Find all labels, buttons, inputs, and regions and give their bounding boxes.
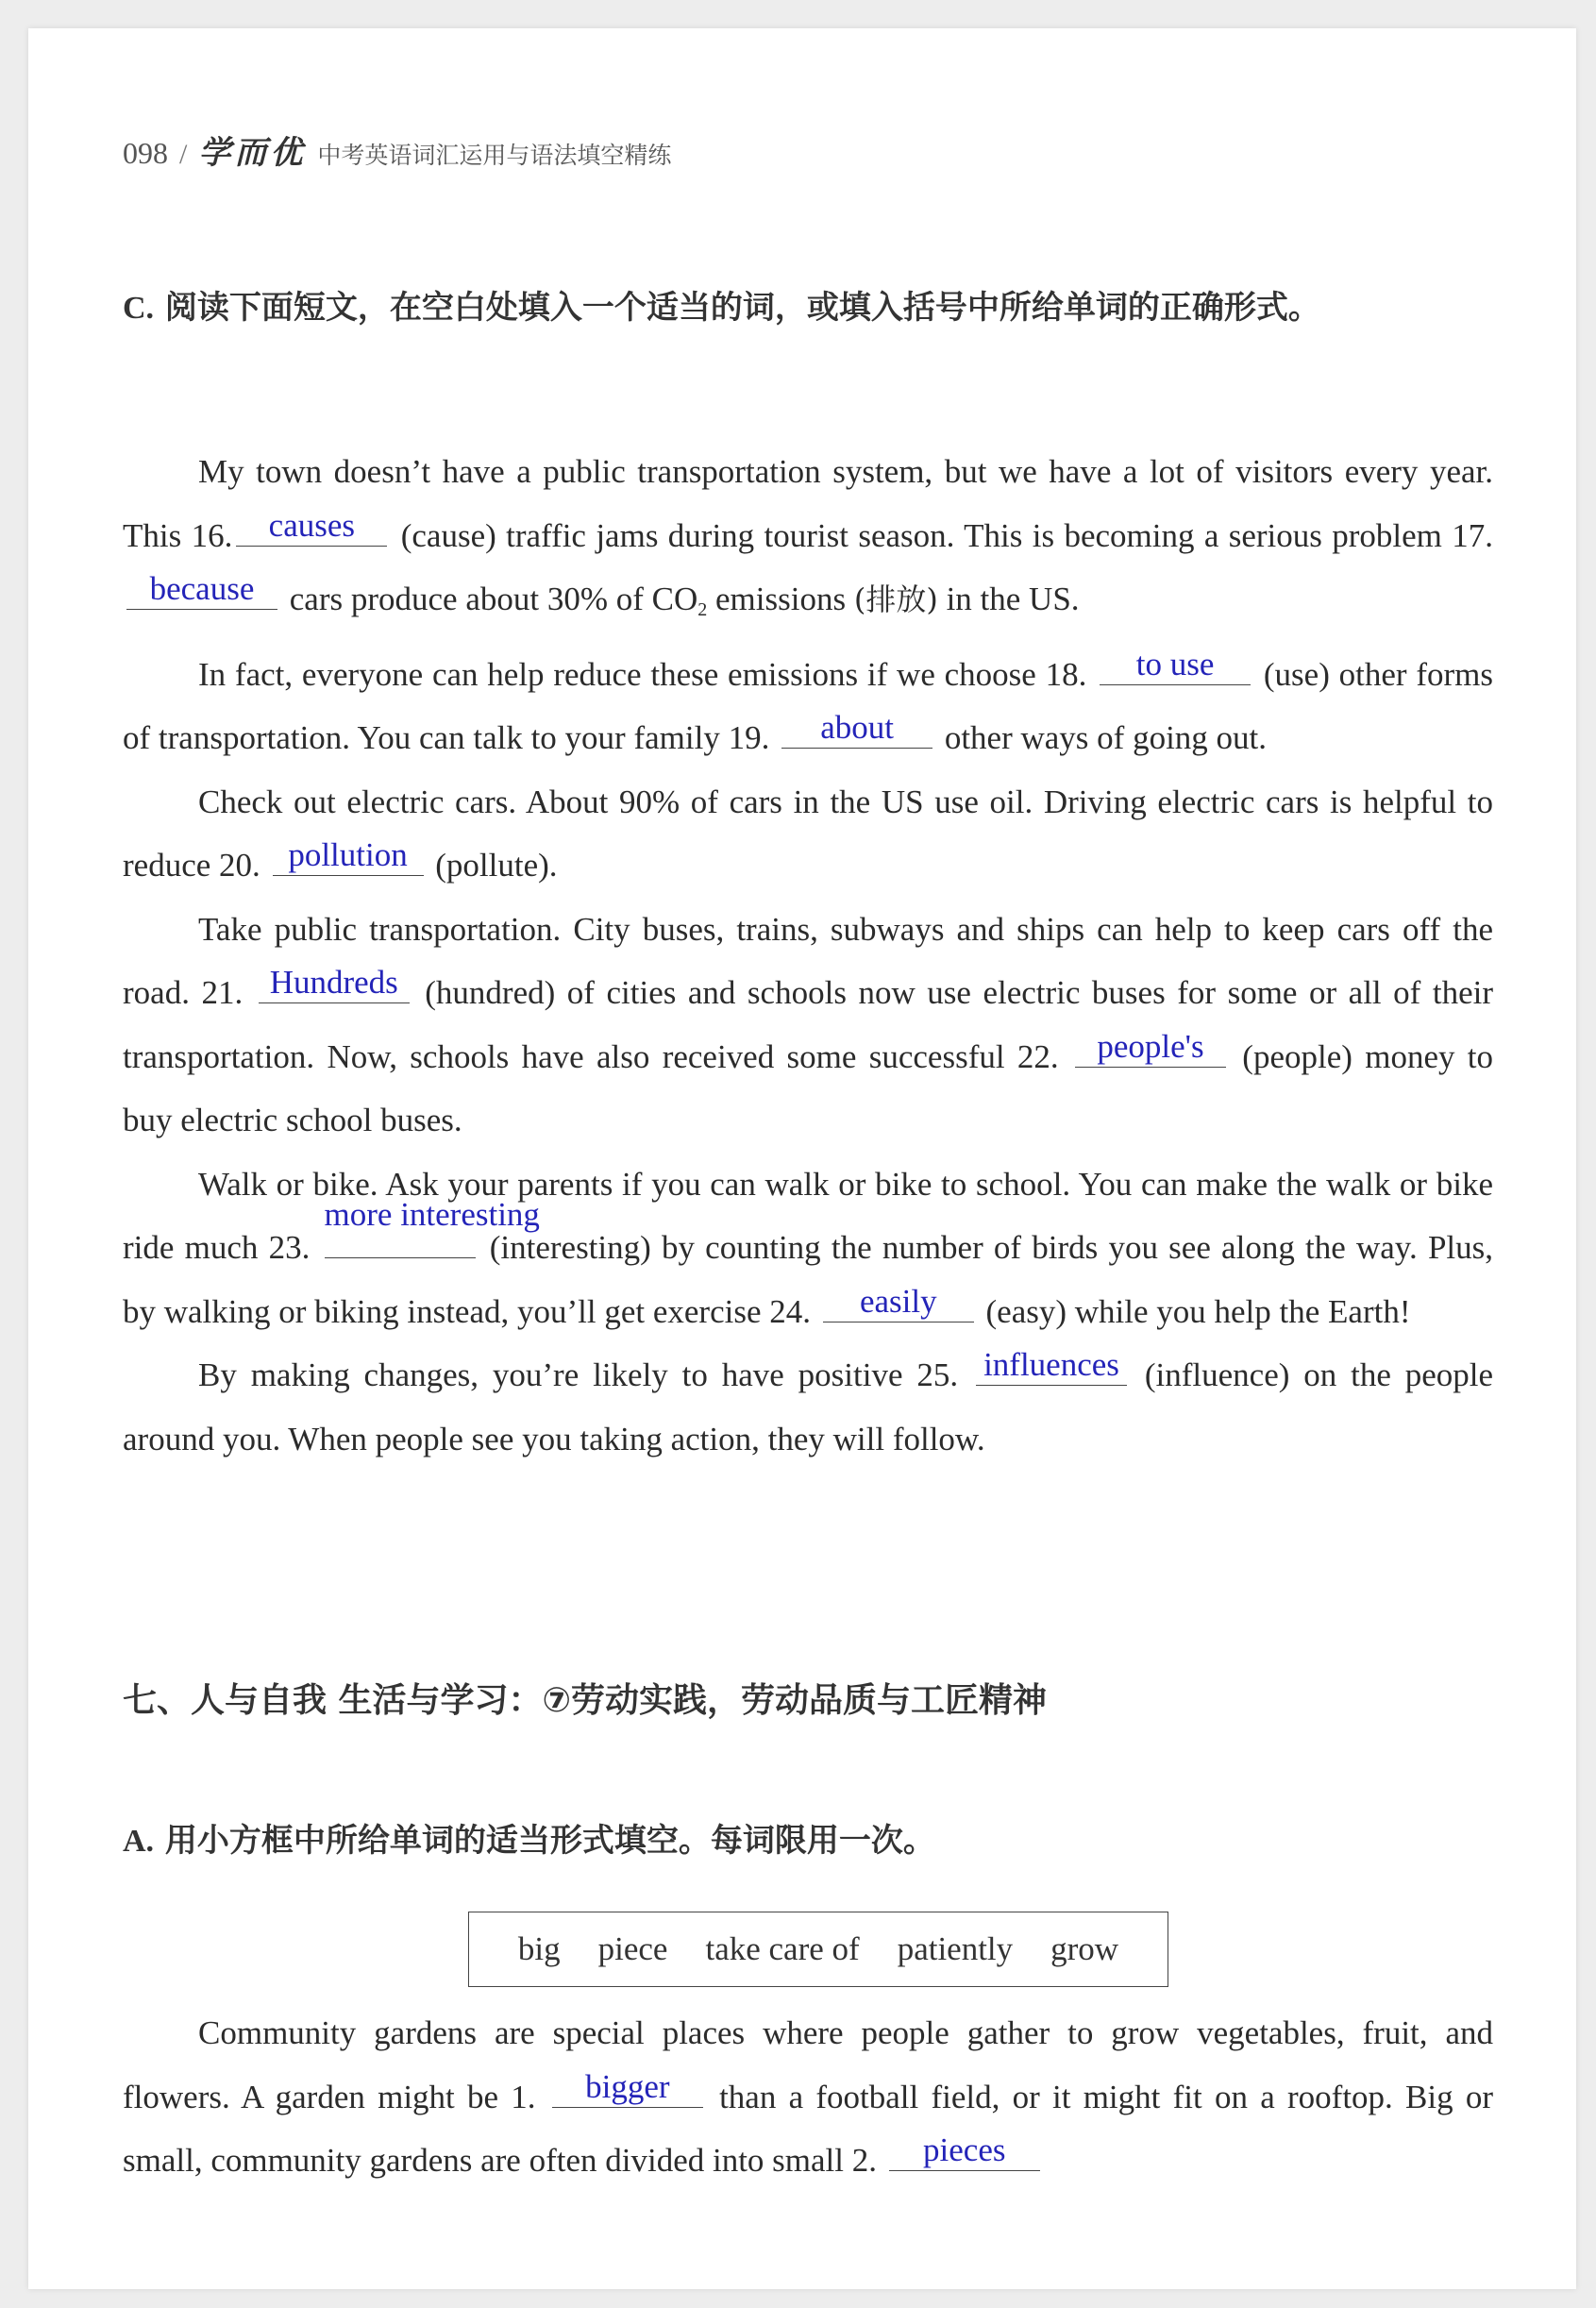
answer-blank-18[interactable] <box>1100 645 1251 685</box>
subscript-2: 2 <box>697 599 708 620</box>
paragraph-text: Community gardens are special places where people gather to grow vegetables, fruit, and flowers. A garden might be 1. <box>123 2014 1493 2115</box>
brand-logo: 学而优 <box>198 134 307 172</box>
section-a-instruction <box>123 1812 1501 1870</box>
worksheet-page <box>28 28 1576 2289</box>
answer-19: about <box>820 709 894 746</box>
answer-blank-16[interactable] <box>236 506 387 547</box>
paragraph-text: In fact, everyone can help reduce these emissions if we choose 18. <box>198 655 1087 693</box>
answer-24: easily <box>859 1282 937 1320</box>
passage-c-paragraph-6 <box>123 1343 1493 1471</box>
section-c-instruction <box>123 276 1501 341</box>
answer-21: Hundreds <box>269 964 398 1001</box>
paragraph-text: in the US. <box>946 581 1080 617</box>
book-title: 中考英语词汇运用与语法填空精练 <box>317 142 672 169</box>
answer-blank-22[interactable] <box>1075 1027 1226 1068</box>
paragraph-text: (cause) traffic jams during tourist season. This is becoming a serious problem 17. <box>400 516 1493 554</box>
passage-c-paragraph-2 <box>123 643 1493 770</box>
page-number: 098 <box>123 136 168 170</box>
answer-23: more interesting <box>324 1196 540 1233</box>
section-c-letter: C. <box>123 291 155 326</box>
header-separator: / <box>179 139 188 170</box>
answer-16: causes <box>268 506 356 544</box>
answer-blank-23[interactable] <box>324 1196 540 1258</box>
passage-c-paragraph-4 <box>123 898 1493 1153</box>
paragraph-text: (influence) on the people around you. When people see you taking action, they will follow. <box>123 1356 1494 1457</box>
paragraph-text: My town doesn’t have a public transportation system, but we have a lot of visitors every year. This 16. <box>123 453 1493 554</box>
paragraph-text: Walk or bike. Ask your parents if you can walk or bike to school. You can make the walk or bike ride much 23. <box>123 1165 1493 1266</box>
passage-a-paragraph-1 <box>123 2001 1493 2193</box>
chinese-gloss: (排放) <box>853 581 938 617</box>
page-header <box>123 126 672 172</box>
word-box-item: piece <box>597 1930 668 1967</box>
section-a-letter: A. <box>123 1824 155 1859</box>
word-box-item: patiently <box>897 1930 1014 1967</box>
answer-18: to use <box>1135 645 1215 682</box>
word-box-item: grow <box>1050 1930 1119 1967</box>
passage-c <box>123 440 1493 1471</box>
section-a-instruction-text: 用小方框中所给单词的适当形式填空。每词限用一次。 <box>164 1822 935 1860</box>
paragraph-text: By making changes, you’re likely to have positive 25. <box>198 1356 959 1393</box>
answer-25: influences <box>983 1346 1119 1383</box>
section-7-heading: 七、人与自我 生活与学习：⑦劳动实践，劳动品质与工匠精神 <box>123 1681 1048 1720</box>
answer-blank-20[interactable] <box>273 836 424 876</box>
answer-2: pieces <box>923 2131 1006 2168</box>
answer-blank-25[interactable] <box>976 1346 1127 1386</box>
paragraph-text: cars produce about 30% of CO <box>289 581 698 617</box>
word-box <box>468 1912 1168 1987</box>
answer-blank-19[interactable] <box>781 709 932 749</box>
paragraph-text: (interesting) by counting the number of birds you see along the way. Plus, by walking or biking instead, you’ll get exercise 24. <box>123 1229 1494 1330</box>
word-box-item: big <box>517 1930 561 1967</box>
answer-1: bigger <box>585 2067 670 2105</box>
passage-c-paragraph-5 <box>123 1153 1493 1344</box>
paragraph-text: than a football field, or it might fit on a rooftop. Big or small, community gardens are often divided into small 2. <box>123 2078 1494 2179</box>
paragraph-text: Take public transportation. City buses, trains, subways and ships can help to keep cars off the road. 21. <box>123 910 1493 1011</box>
paragraph-text: Check out electric cars. About 90% of cars in the US use oil. Driving electric cars is helpful to reduce 20. <box>123 783 1493 884</box>
paragraph-text: (pollute). <box>435 847 558 884</box>
answer-22: people's <box>1097 1027 1204 1065</box>
paragraph-text: other ways of going out. <box>944 719 1268 756</box>
paragraph-text: (people) money to buy electric school buses. <box>123 1037 1494 1138</box>
answer-20: pollution <box>288 836 408 873</box>
answer-blank-24[interactable] <box>823 1282 974 1322</box>
word-box-item: take care of <box>705 1930 860 1967</box>
passage-c-paragraph-3 <box>123 770 1493 898</box>
section-c-instruction-text: 阅读下面短文，在空白处填入一个适当的词，或填入括号中所给单词的正确形式。 <box>164 289 1320 327</box>
paragraph-text: (hundred) of cities and schools now use electric buses for some or all of their transportation. Now, schools have also received some successful 22. <box>123 974 1493 1075</box>
answer-blank-21[interactable] <box>259 964 410 1003</box>
answer-blank-2[interactable] <box>889 2131 1040 2171</box>
paragraph-text: (easy) while you help the Earth! <box>985 1292 1411 1330</box>
paragraph-text: (use) other forms of transportation. You can talk to your family 19. <box>123 655 1493 756</box>
answer-17: because <box>149 570 255 607</box>
answer-blank-1[interactable] <box>552 2067 703 2108</box>
paragraph-text: emissions <box>715 581 847 617</box>
passage-a <box>123 2001 1493 2193</box>
passage-c-paragraph-1 <box>123 440 1493 643</box>
answer-blank-17[interactable] <box>126 570 277 610</box>
